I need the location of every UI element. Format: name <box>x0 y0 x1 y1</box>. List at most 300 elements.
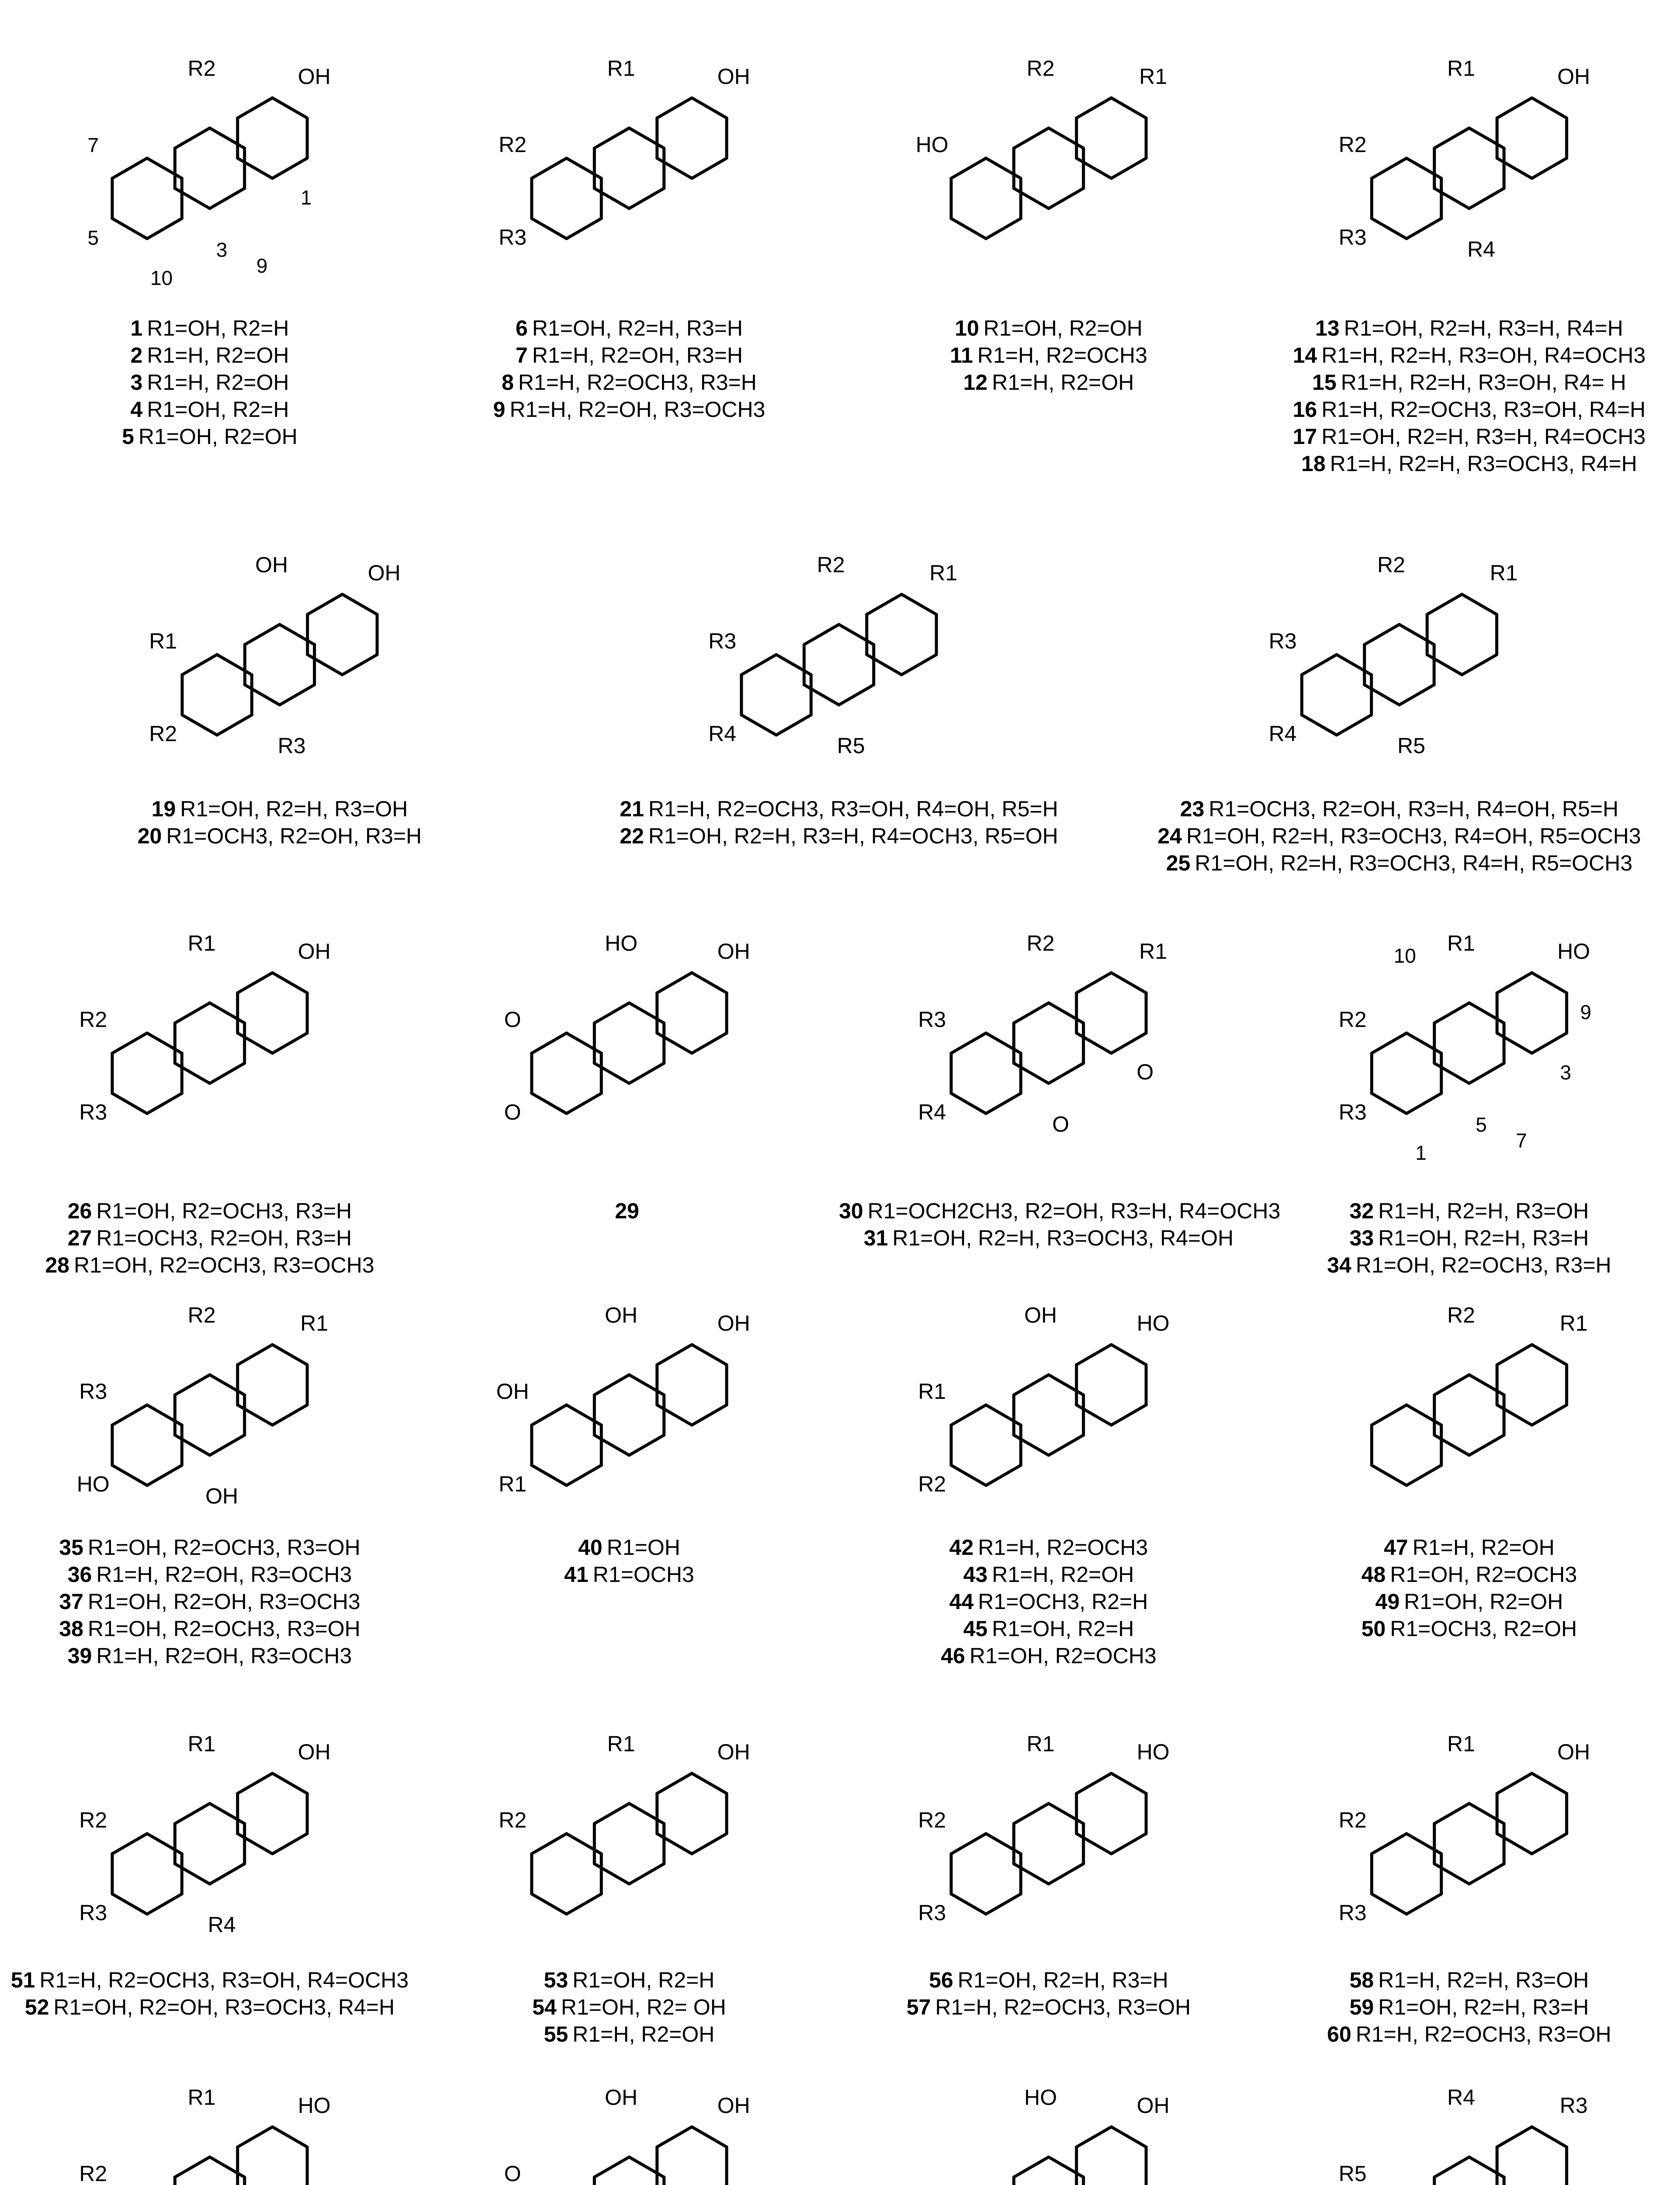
bond-line <box>901 655 936 675</box>
bond-line <box>1532 98 1567 118</box>
compound-panel <box>839 1280 1258 1678</box>
substituent-row <box>839 342 1258 369</box>
substituent-text: R1=OH, R2=H, R3=H <box>1378 1995 1589 2019</box>
bond-line <box>594 128 629 148</box>
compound-panel <box>1258 0 1680 486</box>
bond-line <box>804 624 839 645</box>
bond-line <box>1077 1345 1112 1365</box>
atom-label: OH <box>717 1739 750 1764</box>
bond-line <box>594 188 629 208</box>
structure-drawing <box>839 0 1258 306</box>
structure-drawing <box>0 1280 419 1525</box>
bond-line <box>1497 1405 1532 1425</box>
bond-line <box>1427 594 1462 614</box>
compound-legend <box>0 1966 419 2021</box>
compound-number: 16 <box>1292 397 1317 422</box>
substituent-text: R1=H, R2=OCH3, R3=OH, R4=OH, R5=H <box>648 797 1058 821</box>
bond-line <box>245 624 280 645</box>
bond-line <box>629 128 664 148</box>
bond-line <box>112 1405 147 1425</box>
bond-line <box>1434 1003 1469 1023</box>
substituent-row <box>419 1534 839 1561</box>
substituent-text: R1=OH, R2=H, R3=H <box>532 316 743 340</box>
bond-line <box>867 594 902 614</box>
atom-label: R1 <box>1447 56 1476 81</box>
atom-label: R1 <box>1447 1731 1476 1756</box>
bond-line <box>594 1003 629 1023</box>
atom-label: 10 <box>150 266 173 289</box>
substituent-row <box>1258 1615 1680 1642</box>
atom-label: R3 <box>499 225 527 250</box>
atom-label: OH <box>605 1303 638 1328</box>
atom-label: 7 <box>87 134 99 157</box>
substituent-row <box>0 423 419 450</box>
bond-line <box>986 158 1021 178</box>
substituent-row <box>839 1642 1258 1669</box>
substituent-text: R1=H, R2=H, R3=OH <box>1378 1199 1589 1223</box>
bond-line <box>1497 973 1532 993</box>
atom-label: OH <box>1557 64 1590 89</box>
bond-line <box>1497 1345 1532 1365</box>
bond-line <box>1434 1063 1469 1083</box>
compound-number: 34 <box>1327 1253 1351 1277</box>
bond-line <box>532 1465 567 1485</box>
atom-label: R1 <box>187 931 216 956</box>
bond-line <box>238 158 273 178</box>
substituent-text: R1=H, R2=OCH3, R3=H <box>518 370 757 395</box>
substituent-text: R1=OH, R2=H, R3=OH <box>180 797 408 821</box>
bond-line <box>1111 973 1146 993</box>
compound-number: 29 <box>615 1199 639 1223</box>
compound-number: 26 <box>67 1199 92 1223</box>
substituent-text: R1=H, R2=OCH3, R3=OH <box>935 1995 1191 2019</box>
bond-line <box>1434 1435 1469 1455</box>
bond-line <box>951 1405 986 1425</box>
compound-number: 44 <box>949 1589 974 1614</box>
bond-line <box>532 1033 567 1053</box>
bond-line <box>1014 1063 1049 1083</box>
bond-line <box>951 1834 986 1854</box>
bond-line <box>272 158 307 178</box>
atom-label: R2 <box>79 2161 107 2185</box>
bond-line <box>1372 1894 1406 1914</box>
atom-label: HO <box>915 132 949 157</box>
atom-label: R1 <box>187 2085 216 2110</box>
compound-legend <box>1258 1197 1680 1279</box>
compound-number: 30 <box>839 1199 863 1223</box>
compound-number: 20 <box>137 824 162 848</box>
bond-line <box>272 98 307 118</box>
bond-line <box>657 158 692 178</box>
bond-line <box>692 1405 727 1425</box>
bond-line <box>147 218 182 239</box>
bond-line <box>238 98 273 118</box>
bond-line <box>986 1405 1021 1425</box>
compound-legend <box>839 315 1258 396</box>
atom-label: R1 <box>929 560 958 585</box>
bond-line <box>1077 1405 1112 1425</box>
atom-label: R1 <box>499 1471 527 1496</box>
compound-panel <box>419 1704 839 2057</box>
bond-line <box>112 158 147 178</box>
bond-line <box>112 1894 147 1914</box>
compound-number: 42 <box>949 1535 974 1560</box>
substituent-text: R1=OCH3, R2=OH <box>1390 1616 1577 1641</box>
atom-label: R1 <box>1139 64 1167 89</box>
bond-line <box>1372 1405 1406 1425</box>
substituent-text: R1=OCH3, R2=OH, R3=H, R4=OH, R5=H <box>1209 797 1619 821</box>
bond-line <box>1111 1773 1146 1793</box>
bond-line <box>1077 1834 1112 1854</box>
compound-legend <box>839 1966 1258 2021</box>
bond-line <box>1077 1033 1112 1053</box>
structure-drawing <box>1258 0 1680 306</box>
bond-line <box>1469 188 1504 208</box>
substituent-row <box>839 1224 1258 1252</box>
compound-number: 33 <box>1349 1226 1374 1250</box>
bond-line <box>175 2157 210 2177</box>
atom-label: HO <box>1557 939 1590 964</box>
bond-line <box>692 1033 727 1053</box>
atom-label: R4 <box>1268 721 1297 746</box>
substituent-row <box>0 1615 419 1642</box>
bond-line <box>147 1894 182 1914</box>
bond-line <box>1406 158 1441 178</box>
atom-label: OH <box>717 2093 750 2118</box>
compound-panel <box>0 0 419 459</box>
bond-line <box>804 685 839 705</box>
compound-number: 48 <box>1361 1562 1386 1587</box>
structure-drawing <box>0 0 419 306</box>
substituent-text: R1=H, R2=OH, R3=OCH3 <box>96 1644 352 1668</box>
bond-line <box>1399 685 1434 705</box>
atom-label: R2 <box>1447 1303 1476 1328</box>
compound-panel <box>839 2063 1258 2185</box>
bond-line <box>1406 1093 1441 1113</box>
bond-line <box>112 218 147 239</box>
bond-line <box>112 1033 147 1053</box>
bond-line <box>629 1803 664 1824</box>
bond-line <box>1469 1063 1504 1083</box>
bond-line <box>1111 158 1146 178</box>
bond-line <box>210 1435 245 1455</box>
compound-number: 23 <box>1180 797 1205 821</box>
bond-line <box>182 715 217 735</box>
bond-line <box>112 1465 147 1485</box>
compound-number: 24 <box>1157 824 1182 848</box>
atom-label: OH <box>1557 1739 1590 1764</box>
substituent-text: R1=OH, R2=OH, R3=OCH3 <box>87 1589 360 1614</box>
compound-legend <box>559 795 1119 850</box>
atom-label: 9 <box>1580 1000 1592 1023</box>
substituent-row <box>1258 1534 1680 1561</box>
atom-label: R2 <box>187 56 216 81</box>
compound-number: 38 <box>59 1616 83 1641</box>
bond-line <box>657 1773 692 1793</box>
compound-number: 59 <box>1349 1995 1374 2019</box>
compound-number: 12 <box>963 370 988 395</box>
bond-line <box>1077 98 1112 118</box>
substituent-row <box>0 822 559 850</box>
atom-label: R1 <box>1489 560 1518 585</box>
atom-label: OH <box>298 939 331 964</box>
structure-drawing <box>1258 1280 1680 1525</box>
bond-line <box>1111 1405 1146 1425</box>
atom-label: R3 <box>277 733 306 758</box>
compound-legend <box>1119 795 1680 877</box>
compound-number: 35 <box>59 1535 83 1560</box>
compound-panel <box>839 1704 1258 2029</box>
bond-line <box>532 1834 567 1854</box>
substituent-row <box>0 1966 419 1994</box>
structure-drawing <box>419 865 839 1189</box>
bond-line <box>1077 1773 1112 1793</box>
bond-line <box>1372 1834 1406 1854</box>
bond-line <box>1469 128 1504 148</box>
substituent-text: R1=H, R2=OH <box>1412 1535 1555 1560</box>
bond-line <box>1406 1405 1441 1425</box>
bond-line <box>147 1465 182 1485</box>
bond-line <box>1406 1465 1441 1485</box>
bond-line <box>1372 1465 1406 1485</box>
bond-line <box>1427 655 1462 675</box>
atom-label: R2 <box>79 1808 107 1833</box>
atom-label: HO <box>298 2093 331 2118</box>
compound-panel <box>839 0 1258 405</box>
substituent-text: R1=OH, R2=H, R3=H, R4=OCH3, R5=OH <box>648 824 1058 848</box>
compound-legend <box>0 1197 419 1279</box>
substituent-row <box>1258 1252 1680 1279</box>
compound-number: 37 <box>59 1589 83 1614</box>
compound-number: 32 <box>1349 1199 1374 1223</box>
compound-panel <box>1258 1280 1680 1651</box>
substituent-row <box>0 1642 419 1669</box>
bond-line <box>629 188 664 208</box>
atom-label: R2 <box>918 1808 946 1833</box>
compound-legend <box>0 315 419 450</box>
substituent-row <box>0 1561 419 1588</box>
atom-label: HO <box>605 931 638 956</box>
atom-label: R5 <box>1397 733 1426 758</box>
bond-line <box>1469 1864 1504 1884</box>
bond-line <box>567 1405 602 1425</box>
atom-label: R2 <box>499 132 527 157</box>
bond-line <box>594 1063 629 1083</box>
substituent-row <box>1119 822 1680 850</box>
atom-label: R2 <box>817 552 845 577</box>
structure-drawing <box>419 1704 839 1958</box>
bond-line <box>986 1033 1021 1053</box>
bond-line <box>1302 655 1337 675</box>
atom-label: OH <box>298 64 331 89</box>
bond-line <box>1497 1773 1532 1793</box>
substituent-text: R1=H, R2=OH <box>992 1562 1134 1587</box>
bond-line <box>1049 128 1084 148</box>
compound-number: 25 <box>1166 851 1191 875</box>
bond-line <box>1337 715 1372 735</box>
atom-label: R1 <box>187 1731 216 1756</box>
substituent-row <box>1119 795 1680 822</box>
bond-line <box>272 1834 307 1854</box>
atom-label: R2 <box>187 1303 216 1328</box>
bond-line <box>147 158 182 178</box>
compound-number: 11 <box>950 343 973 368</box>
compound-number: 43 <box>963 1562 988 1587</box>
substituent-row <box>419 1994 839 2021</box>
bond-line <box>1434 2157 1469 2177</box>
structure-drawing <box>1258 1704 1680 1958</box>
bond-line <box>629 1435 664 1455</box>
atom-label: R4 <box>708 721 737 746</box>
substituent-row <box>1258 1224 1680 1252</box>
bond-line <box>1111 1033 1146 1053</box>
bond-line <box>532 158 567 178</box>
atom-label: R4 <box>208 1912 236 1937</box>
atom-label: R4 <box>918 1099 946 1124</box>
structure-drawing <box>839 865 1258 1189</box>
atom-label: R3 <box>1338 1900 1367 1925</box>
substituent-text: R1=OH, R2=H <box>147 316 289 340</box>
bond-line <box>1111 2127 1146 2147</box>
structure-drawing <box>1258 865 1680 1189</box>
substituent-row <box>1258 1994 1680 2021</box>
substituent-text: R1=OH, R2=H, R3=OCH3, R4=H, R5=OCH3 <box>1195 851 1633 875</box>
compound-number: 51 <box>10 1968 35 1992</box>
atom-label: OH <box>1136 2093 1170 2118</box>
bond-line <box>1337 655 1372 675</box>
substituent-text: R1=OH, R2=OCH3, R3=OH <box>87 1616 360 1641</box>
compound-panel <box>419 865 839 1233</box>
substituent-row <box>839 1615 1258 1642</box>
substituent-row <box>1258 369 1680 396</box>
bond-line <box>1532 1405 1567 1425</box>
atom-label: R1 <box>607 1731 635 1756</box>
compound-number: 40 <box>578 1535 603 1560</box>
atom-label: R5 <box>1338 2161 1367 2185</box>
bond-line <box>210 1375 245 1395</box>
bond-line <box>741 655 776 675</box>
substituent-row <box>839 369 1258 396</box>
compound-panel <box>0 1704 419 2029</box>
bond-line <box>147 1033 182 1053</box>
bond-line <box>238 2127 273 2147</box>
bond-line <box>629 1003 664 1023</box>
bond-line <box>629 1063 664 1083</box>
bond-line <box>1399 624 1434 645</box>
bond-line <box>1462 655 1497 675</box>
bond-line <box>839 685 874 705</box>
bond-line <box>657 2127 692 2147</box>
bond-line <box>1049 1375 1084 1395</box>
atom-label: R3 <box>1559 2093 1588 2118</box>
bond-line <box>594 1435 629 1455</box>
atom-label: HO <box>1136 1311 1170 1335</box>
bond-line <box>986 1834 1021 1854</box>
bond-line <box>951 1033 986 1053</box>
bond-line <box>217 715 252 735</box>
compound-legend <box>1258 315 1680 477</box>
atom-label: 9 <box>256 254 268 277</box>
compound-legend <box>419 1197 839 1224</box>
atom-label: R5 <box>837 733 865 758</box>
bond-line <box>175 1375 210 1395</box>
atom-label: R3 <box>79 1099 107 1124</box>
bond-line <box>175 1435 210 1455</box>
compound-panel <box>0 865 419 1287</box>
bond-line <box>1497 158 1532 178</box>
substituent-row <box>419 315 839 342</box>
bond-line <box>272 2127 307 2147</box>
bond-line <box>1497 98 1532 118</box>
bond-line <box>1406 1894 1441 1914</box>
bond-line <box>147 1405 182 1425</box>
bond-line <box>210 1003 245 1023</box>
atom-label: R3 <box>79 1900 107 1925</box>
bond-line <box>1049 1063 1084 1083</box>
bond-line <box>272 1405 307 1425</box>
bond-line <box>1014 2157 1049 2177</box>
compound-legend <box>419 1534 839 1588</box>
compound-legend <box>0 795 559 850</box>
bond-line <box>1406 218 1441 239</box>
bond-line <box>532 1093 567 1113</box>
compound-panel <box>419 0 839 432</box>
atom-label: R3 <box>1338 225 1367 250</box>
compound-number: 19 <box>151 797 176 821</box>
structure-drawing <box>419 0 839 306</box>
substituent-row <box>1258 1966 1680 1994</box>
bond-line <box>741 715 776 735</box>
bond-line <box>175 128 210 148</box>
compound-number: 3 <box>130 370 143 395</box>
bond-line <box>210 1063 245 1083</box>
substituent-text: R1=H, R2=OH, R3=OCH3 <box>96 1562 352 1587</box>
atom-label: O <box>1136 1059 1154 1084</box>
bond-line <box>245 685 280 705</box>
bond-line <box>657 1405 692 1425</box>
bond-line <box>986 1894 1021 1914</box>
bond-line <box>238 1773 273 1793</box>
substituent-text: R1=OH, R2=OCH3 <box>1390 1562 1577 1587</box>
atom-label: O <box>504 2161 521 2185</box>
bond-line <box>238 1033 273 1053</box>
bond-line <box>1365 624 1399 645</box>
atom-label: 5 <box>1476 1113 1487 1136</box>
compound-number: 46 <box>941 1644 965 1668</box>
structure-drawing <box>559 516 1119 787</box>
structure-drawing <box>1119 516 1680 787</box>
substituent-row <box>0 1534 419 1561</box>
bond-line <box>1434 1803 1469 1824</box>
bond-line <box>776 655 811 675</box>
substituent-row <box>419 342 839 369</box>
substituent-row <box>839 315 1258 342</box>
substituent-text: R1=OH, R2=H, R3=H, R4=OCH3 <box>1321 424 1646 449</box>
bond-line <box>1469 2157 1504 2177</box>
bond-line <box>1469 1375 1504 1395</box>
bond-line <box>1497 1033 1532 1053</box>
structure-drawing <box>0 1704 419 1958</box>
atom-label: O <box>504 1007 521 1032</box>
bond-line <box>238 973 273 993</box>
bond-line <box>1532 2127 1567 2147</box>
substituent-row <box>0 1994 419 2021</box>
substituent-text: R1=OH, R2=OCH3, R3=H <box>1355 1253 1611 1277</box>
bond-line <box>951 218 986 239</box>
substituent-row <box>1258 1197 1680 1224</box>
substituent-text: R1=H, R2=OCH3, R3=OH <box>1355 2022 1611 2046</box>
bond-line <box>1532 1773 1567 1793</box>
